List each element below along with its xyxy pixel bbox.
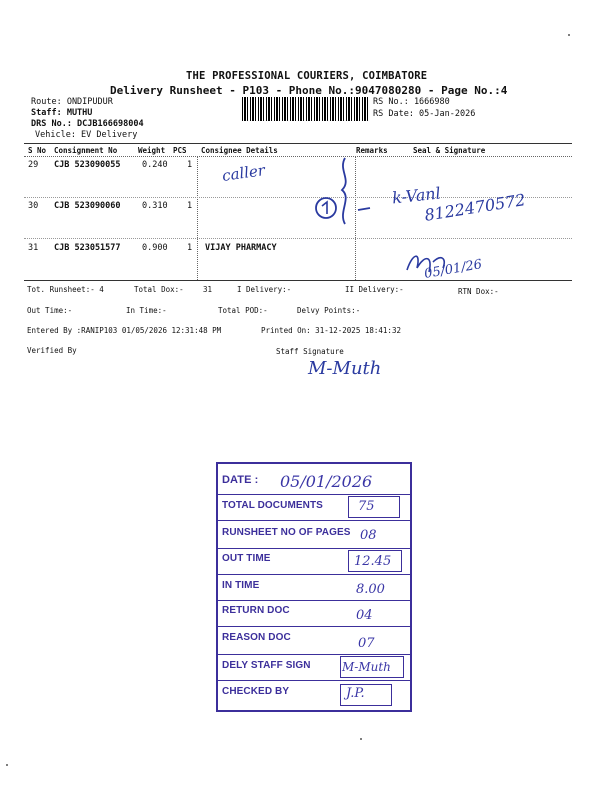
handwritten-bracket (300, 150, 380, 230)
handwritten-name: k-Vanl (391, 183, 442, 208)
row-30-consignment: CJB 523090060 (54, 201, 121, 211)
delvy-points: Delvy Points:- (297, 306, 361, 315)
vehicle: Vehicle: EV Delivery (35, 130, 138, 140)
stamp-reason-doc-value: 07 (358, 636, 375, 651)
barcode (242, 97, 368, 121)
stamp-checked-by-value: J.P. (346, 686, 365, 701)
scan-speck (568, 34, 570, 36)
stamp-divider (218, 600, 410, 601)
stamp-return-doc: RETURN DOC (222, 605, 290, 616)
stamp-date-value: 05/01/2026 (280, 472, 373, 491)
col-consignment: Consignment No (54, 146, 118, 155)
delivery-stamp (216, 462, 412, 712)
col-seal: Seal & Signature (413, 146, 486, 155)
stamp-total-documents-value: 75 (358, 499, 375, 514)
row-29-pcs: 1 (187, 160, 193, 170)
handwritten-phone: 8122470572 (423, 190, 527, 225)
row-30-pcs: 1 (187, 201, 193, 211)
company-name: THE PROFESSIONAL COURIERS, COIMBATORE (186, 70, 428, 82)
drs-number: DRS No.: DCJB166698004 (31, 119, 144, 129)
col-divider (197, 157, 198, 280)
stamp-dely-staff-sign: DELY STAFF SIGN (222, 660, 311, 671)
stamp-in-time: IN TIME (222, 580, 260, 591)
row-rule (24, 238, 572, 239)
rs-date: RS Date: 05-Jan-2026 (373, 109, 476, 119)
stamp-out-time: OUT TIME (222, 553, 271, 564)
stamp-return-doc-value: 04 (356, 608, 373, 623)
out-time: Out Time:- (27, 306, 73, 315)
col-pcs: PCS (173, 146, 187, 155)
row-29-weight: 0.240 (142, 160, 168, 170)
stamp-divider (218, 494, 410, 495)
total-pod: Total POD:- (218, 306, 268, 315)
ii-delivery: II Delivery:- (345, 285, 404, 294)
stamp-total-documents: TOTAL DOCUMENTS (222, 500, 323, 511)
col-consignee: Consignee Details (201, 146, 278, 155)
stamp-divider (218, 548, 410, 549)
route: Route: ONDIPUDUR (31, 97, 113, 107)
verified-by: Verified By (27, 346, 77, 355)
row-29-consignment: CJB 523090055 (54, 160, 121, 170)
stamp-reason-doc: REASON DOC (222, 632, 291, 643)
printed-on: Printed On: 31-12-2025 18:41:32 (261, 326, 401, 335)
stamp-divider (218, 680, 410, 681)
stamp-runsheet-pages: RUNSHEET NO OF PAGES (222, 527, 351, 538)
row-31-sno: 31 (28, 243, 39, 253)
rtn-dox: RTN Dox:- (458, 287, 499, 296)
runsheet-subtitle: Delivery Runsheet - P103 - Phone No.:9047080280 - Page No.:4 (110, 84, 508, 97)
i-delivery: I Delivery:- (237, 285, 292, 294)
row-31-consignee: VIJAY PHARMACY (205, 243, 277, 253)
staff-signature: M-Muth (308, 358, 382, 379)
table-bottom-rule (24, 280, 572, 281)
stamp-runsheet-pages-value: 08 (360, 528, 377, 543)
row-29-sno: 29 (28, 160, 39, 170)
stamp-divider (218, 574, 410, 575)
scan-speck (360, 738, 362, 740)
col-weight: Weight (138, 146, 166, 155)
stamp-date-label: DATE : (222, 474, 259, 486)
col-remarks: Remarks (356, 146, 388, 155)
stamp-dely-staff-sign-value: M-Muth (342, 660, 391, 674)
total-dox-value: 31 (203, 285, 213, 294)
stamp-divider (218, 654, 410, 655)
stamp-divider (218, 626, 410, 627)
handwritten-caller: caller (220, 161, 267, 185)
staff: Staff: MUTHU (31, 108, 93, 118)
total-dox-label: Total Dox:- (134, 285, 184, 294)
col-sno: S No (28, 146, 47, 155)
handwritten-scribble (403, 248, 453, 278)
staff-signature-label: Staff Signature (276, 347, 344, 356)
row-30-weight: 0.310 (142, 201, 168, 211)
row-31-pcs: 1 (187, 243, 193, 253)
stamp-divider (218, 520, 410, 521)
entered-by: Entered By :RANIP103 01/05/2026 12:31:48 PM (27, 326, 222, 335)
scan-speck (6, 764, 8, 766)
row-30-sno: 30 (28, 201, 39, 211)
stamp-out-time-value: 12.45 (354, 554, 392, 569)
handwritten-signature-date: 05/01/26 (423, 257, 484, 282)
row-31-consignment: CJB 523051577 (54, 243, 121, 253)
table-header-rule (24, 156, 572, 157)
table-top-rule (24, 143, 572, 144)
tot-runsheet: Tot. Runsheet:- 4 (27, 285, 104, 294)
rs-number: RS No.: 1666980 (373, 97, 450, 107)
stamp-in-time-value: 8.00 (356, 582, 385, 597)
row-31-weight: 0.900 (142, 243, 168, 253)
in-time: In Time:- (126, 306, 167, 315)
stamp-checked-by: CHECKED BY (222, 686, 290, 697)
